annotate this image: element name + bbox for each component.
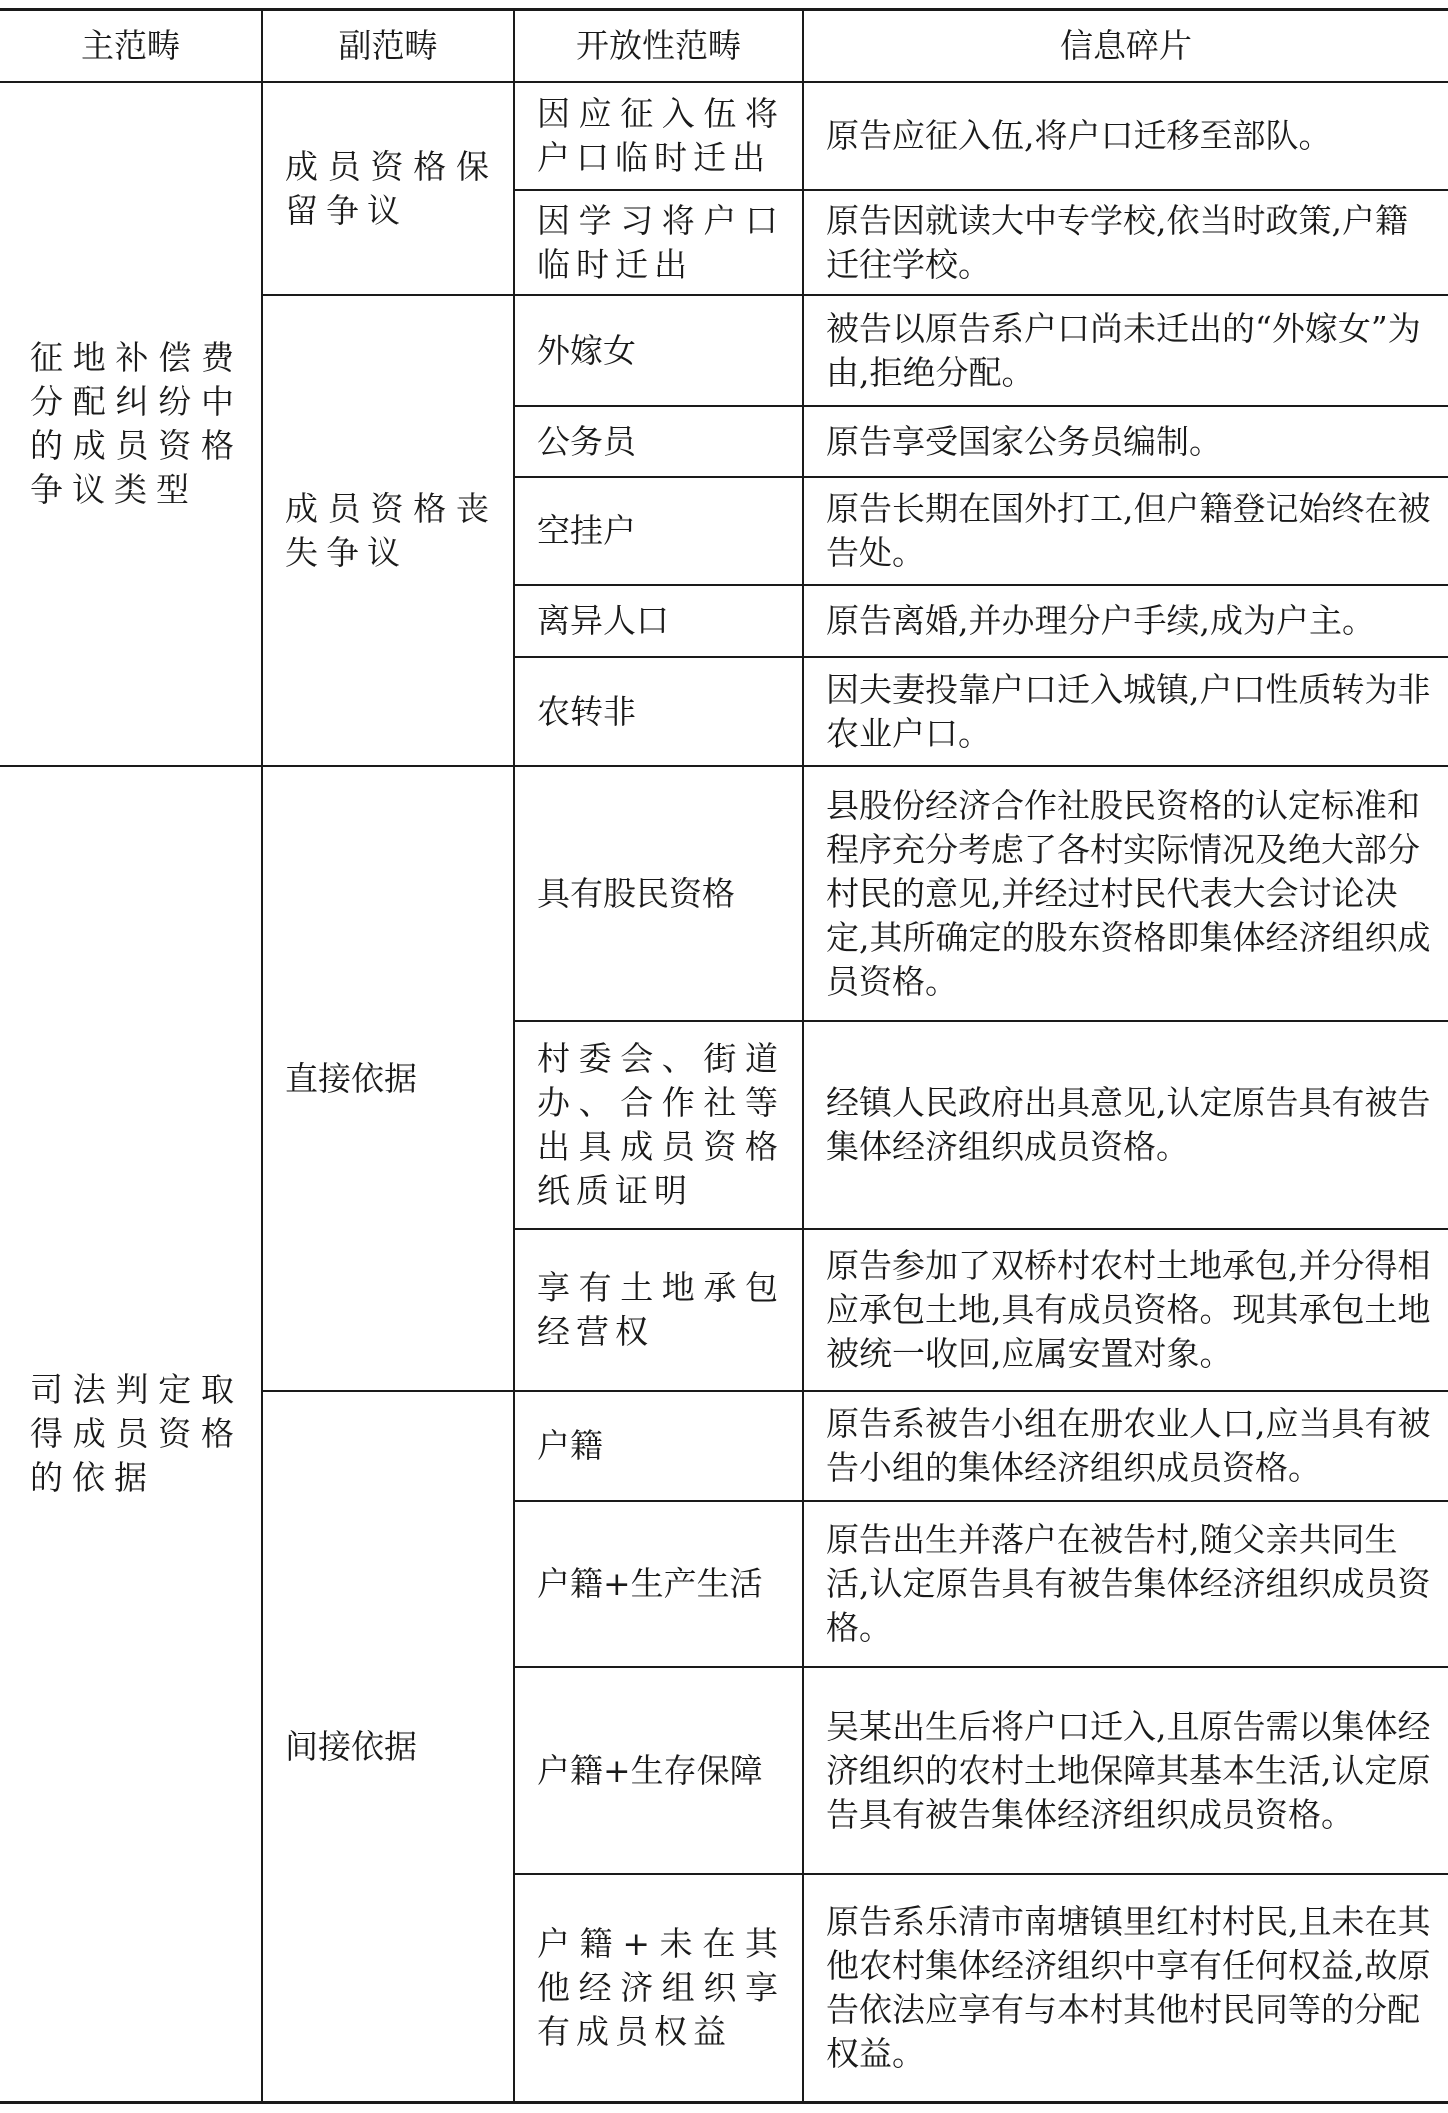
open-category-cell: 具有股民资格 [537,873,735,913]
sub-category-cell: 直接依据 [285,1058,417,1098]
info-fragment-cell: 原告享受国家公务员编制。 [826,421,1222,461]
open-category-cell: 公务员 [537,421,636,461]
header-sub-category: 副范畴 [338,26,438,65]
info-fragment-cell: 经镇人民政府出具意见,认定原告具有被告集体经济组织成员资格。 [826,1083,1431,1166]
info-fragment-cell: 吴某出生后将户口迁入,且原告需以集体经济组织的农村土地保障其基本生活,认定原告具有被告集体经济组织成员资格。 [826,1706,1431,1834]
info-fragment-cell: 原告系乐清市南塘镇里红村村民,且未在其他农村集体经济组织中享有任何权益,故原告依法应享有与本村其他村民同等的分配权益。 [826,1902,1431,2073]
open-category-cell: 享有土地承包经营权 [537,1268,784,1351]
header-info-fragment: 信息碎片 [1060,26,1192,65]
info-fragment-cell: 原告系被告小组在册农业人口,应当具有被告小组的集体经济组织成员资格。 [826,1404,1431,1487]
open-category-cell: 村委会、街道办、合作社等出具成员资格纸质证明 [537,1039,784,1210]
main-category-cell: 征地补偿费分配纠纷中的成员资格争议类型 [30,338,243,509]
info-fragment-cell: 县股份经济合作社股民资格的认定标准和程序充分考虑了各村实际情况及绝大部分村民的意见,并经过村民代表大会讨论决定,其所确定的股东资格即集体经济组织成员资格。 [826,785,1431,1001]
info-fragment-cell: 原告因就读大中专学校,依当时政策,户籍迁往学校。 [826,200,1408,284]
main-category-cell: 司法判定取得成员资格的依据 [30,1370,243,1497]
info-fragment-cell: 被告以原告系户口尚未迁出的“外嫁女”为由,拒绝分配。 [826,308,1421,392]
sub-category-cell: 间接依据 [285,1726,417,1766]
info-fragment-cell: 原告参加了双桥村农村土地承包,并分得相应承包土地,具有成员资格。现其承包土地被统一收回,应属安置对象。 [826,1246,1431,1373]
open-category-cell: 空挂户 [537,511,636,550]
header-open-category: 开放性范畴 [576,26,741,65]
info-fragment-cell: 原告离婚,并办理分户手续,成为户主。 [826,601,1375,640]
info-fragment-cell: 原告出生并落户在被告村,随父亲共同生活,认定原告具有被告集体经济组织成员资格。 [826,1520,1431,1647]
info-fragment-cell: 原告长期在国外打工,但户籍登记始终在被告处。 [826,489,1431,572]
open-category-cell: 外嫁女 [537,330,636,370]
open-category-cell: 户籍+未在其他经济组织享有成员权益 [537,1924,784,2051]
sub-category-cell: 成员资格丧失争议 [285,488,497,572]
header-main-category: 主范畴 [81,26,180,65]
info-fragment-cell: 原告应征入伍,将户口迁移至部队。 [826,116,1332,155]
open-category-cell: 户籍+生产生活 [537,1564,763,1603]
open-category-cell: 因学习将户口临时迁出 [537,200,784,284]
open-category-cell: 户籍+生存保障 [537,1750,763,1790]
open-category-cell: 农转非 [537,691,636,731]
sub-category-cell: 成员资格保留争议 [285,146,497,230]
info-fragment-cell: 因夫妻投靠户口迁入城镇,户口性质转为非农业户口。 [826,669,1431,753]
open-category-cell: 因应征入伍将户口临时迁出 [537,94,784,177]
open-category-cell: 户籍 [537,1426,603,1465]
open-category-cell: 离异人口 [537,601,669,640]
rule-bottom [0,2101,1448,2104]
